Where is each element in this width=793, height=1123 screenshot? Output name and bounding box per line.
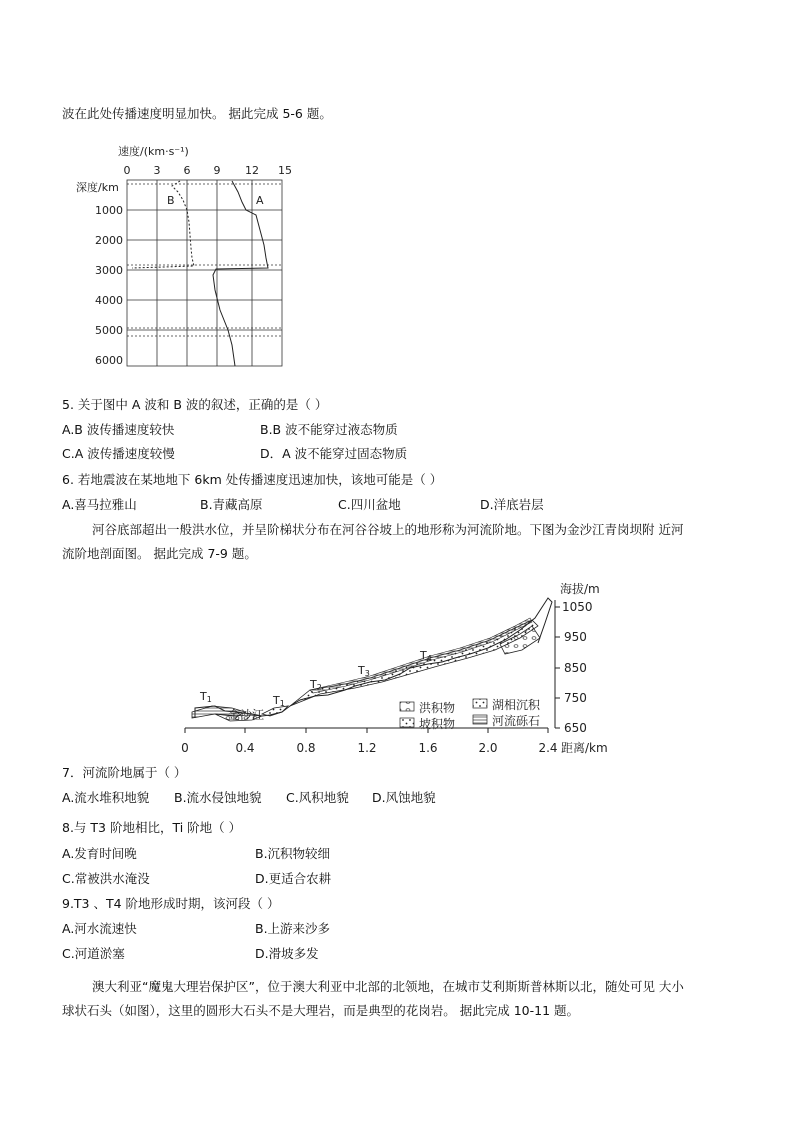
svg-text:T3: T3 — [358, 664, 370, 678]
y-tick: 1050 — [562, 600, 593, 614]
q7-option-d: D.风蚀地貌 — [372, 790, 436, 805]
q7-option-a: A.流水堆积地貌 — [62, 790, 150, 805]
seismic-velocity-figure — [70, 140, 310, 375]
q8-option-b: B.沉积物较细 — [255, 846, 331, 861]
wave-b-curve — [132, 181, 194, 268]
x-axis-label: 距离/km — [561, 741, 608, 755]
x-tick: 0.8 — [296, 741, 316, 755]
q6-option-a: A.喜马拉雅山 — [62, 497, 137, 512]
legend-item: 洪积物 — [419, 701, 456, 715]
label-b: B — [167, 194, 175, 207]
y-tick: 750 — [564, 691, 587, 705]
intro-line: 波在此处传播速度明显加快。 据此完成 5-6 题。 — [62, 106, 332, 121]
q6-option-d: D.洋底岩层 — [480, 497, 544, 512]
legend-item: 坡积物 — [419, 717, 456, 731]
q5-option-b: B.B 波不能穿过液态物质 — [260, 422, 398, 437]
y-tick: 950 — [564, 630, 587, 644]
q7-option-c: C.风积地貌 — [286, 790, 349, 805]
q8-option-d: D.更适合农耕 — [255, 871, 332, 886]
legend — [400, 697, 541, 731]
svg-text:速度/(km·s⁻¹): 速度/(km·s⁻¹) — [118, 145, 189, 158]
y-axis-label: 海拔/m — [560, 582, 600, 596]
passage3-line2: 球状石头（如图），这里的圆形大石头不是大理岩，而是典型的花岗岩。 据此完成 10-11 题。 — [62, 1003, 579, 1018]
q8-stem: 8.与 T3 阶地相比，Ti 阶地（ ） — [62, 820, 242, 835]
passage3-line1: 澳大利亚“魔鬼大理岩保护区”，位于澳大利亚中北部的北领地，在城市艾利斯斯普林斯以北，随处可见 大小 — [92, 979, 684, 994]
x-tick: 2.0 — [478, 741, 498, 755]
passage2-line2: 流阶地剖面图。 据此完成 7-9 题。 — [62, 546, 257, 561]
q6-option-c: C.四川盆地 — [338, 497, 401, 512]
y-tick: 5000 — [95, 324, 123, 337]
y-tick: 650 — [564, 721, 587, 735]
q5-option-c: C.A 波传播速度较慢 — [62, 446, 175, 461]
x-tick: 1.2 — [357, 741, 377, 755]
y-tick: 6000 — [95, 354, 123, 367]
q5-option-a: A.B 波传播速度较快 — [62, 422, 175, 437]
x-tick: 15 — [278, 164, 292, 177]
svg-text:T4: T4 — [420, 649, 432, 663]
legend-item: 河流砾石 — [492, 714, 541, 728]
x-tick: 0 — [123, 164, 131, 177]
y-tick: 4000 — [95, 294, 123, 307]
y-tick: 3000 — [95, 264, 123, 277]
q6-option-b: B.青藏高原 — [200, 497, 263, 512]
x-tick: 6 — [183, 164, 191, 177]
y-tick: 2000 — [95, 234, 123, 247]
x-tick: 1.6 — [418, 741, 438, 755]
svg-text:T2: T2 — [310, 678, 322, 692]
y-axis-label: 深度/km — [76, 181, 119, 194]
q9-option-c: C.河道淤塞 — [62, 946, 125, 961]
wave-a-curve — [213, 181, 268, 366]
passage2-line1: 河谷底部超出一般洪水位，并呈阶梯状分布在河谷谷坡上的地形称为河流阶地。下图为金沙江青岗坝附 近河 — [92, 522, 684, 537]
svg-text:T1: T1 — [273, 694, 285, 708]
q7-option-b: B.流水侵蚀地貌 — [174, 790, 262, 805]
y-tick: 1000 — [95, 204, 123, 217]
q5-option-d: D．A 波不能穿过固态物质 — [260, 446, 408, 461]
q5-stem: 5. 关于图中 A 波和 B 波的叙述，正确的是（ ） — [62, 397, 328, 412]
q8-option-a: A.发育时间晚 — [62, 846, 137, 861]
legend-item: 湖相沉积 — [492, 698, 541, 712]
svg-text:T1: T1 — [200, 690, 212, 704]
x-tick: 3 — [153, 164, 161, 177]
x-tick: 2.4 — [538, 741, 558, 755]
q9-option-b: B.上游来沙多 — [255, 921, 331, 936]
q8-option-c: C.常被洪水淹没 — [62, 871, 150, 886]
river-label: 金沙江 — [228, 708, 265, 722]
x-tick: 0 — [181, 741, 189, 755]
q9-option-d: D.滑坡多发 — [255, 946, 319, 961]
q6-stem: 6. 若地震波在某地地下 6km 处传播速度迅速加快，该地可能是（ ） — [62, 472, 443, 487]
x-tick: 9 — [213, 164, 221, 177]
river-terrace-figure — [170, 578, 630, 760]
q7-stem: 7．河流阶地属于（ ） — [62, 765, 187, 780]
x-tick: 0.4 — [235, 741, 255, 755]
label-a: A — [256, 194, 264, 207]
q9-stem: 9.T3 、T4 阶地形成时期，该河段（ ） — [62, 896, 280, 911]
y-tick: 850 — [564, 661, 587, 675]
q9-option-a: A.河水流速快 — [62, 921, 137, 936]
x-tick: 12 — [245, 164, 259, 177]
